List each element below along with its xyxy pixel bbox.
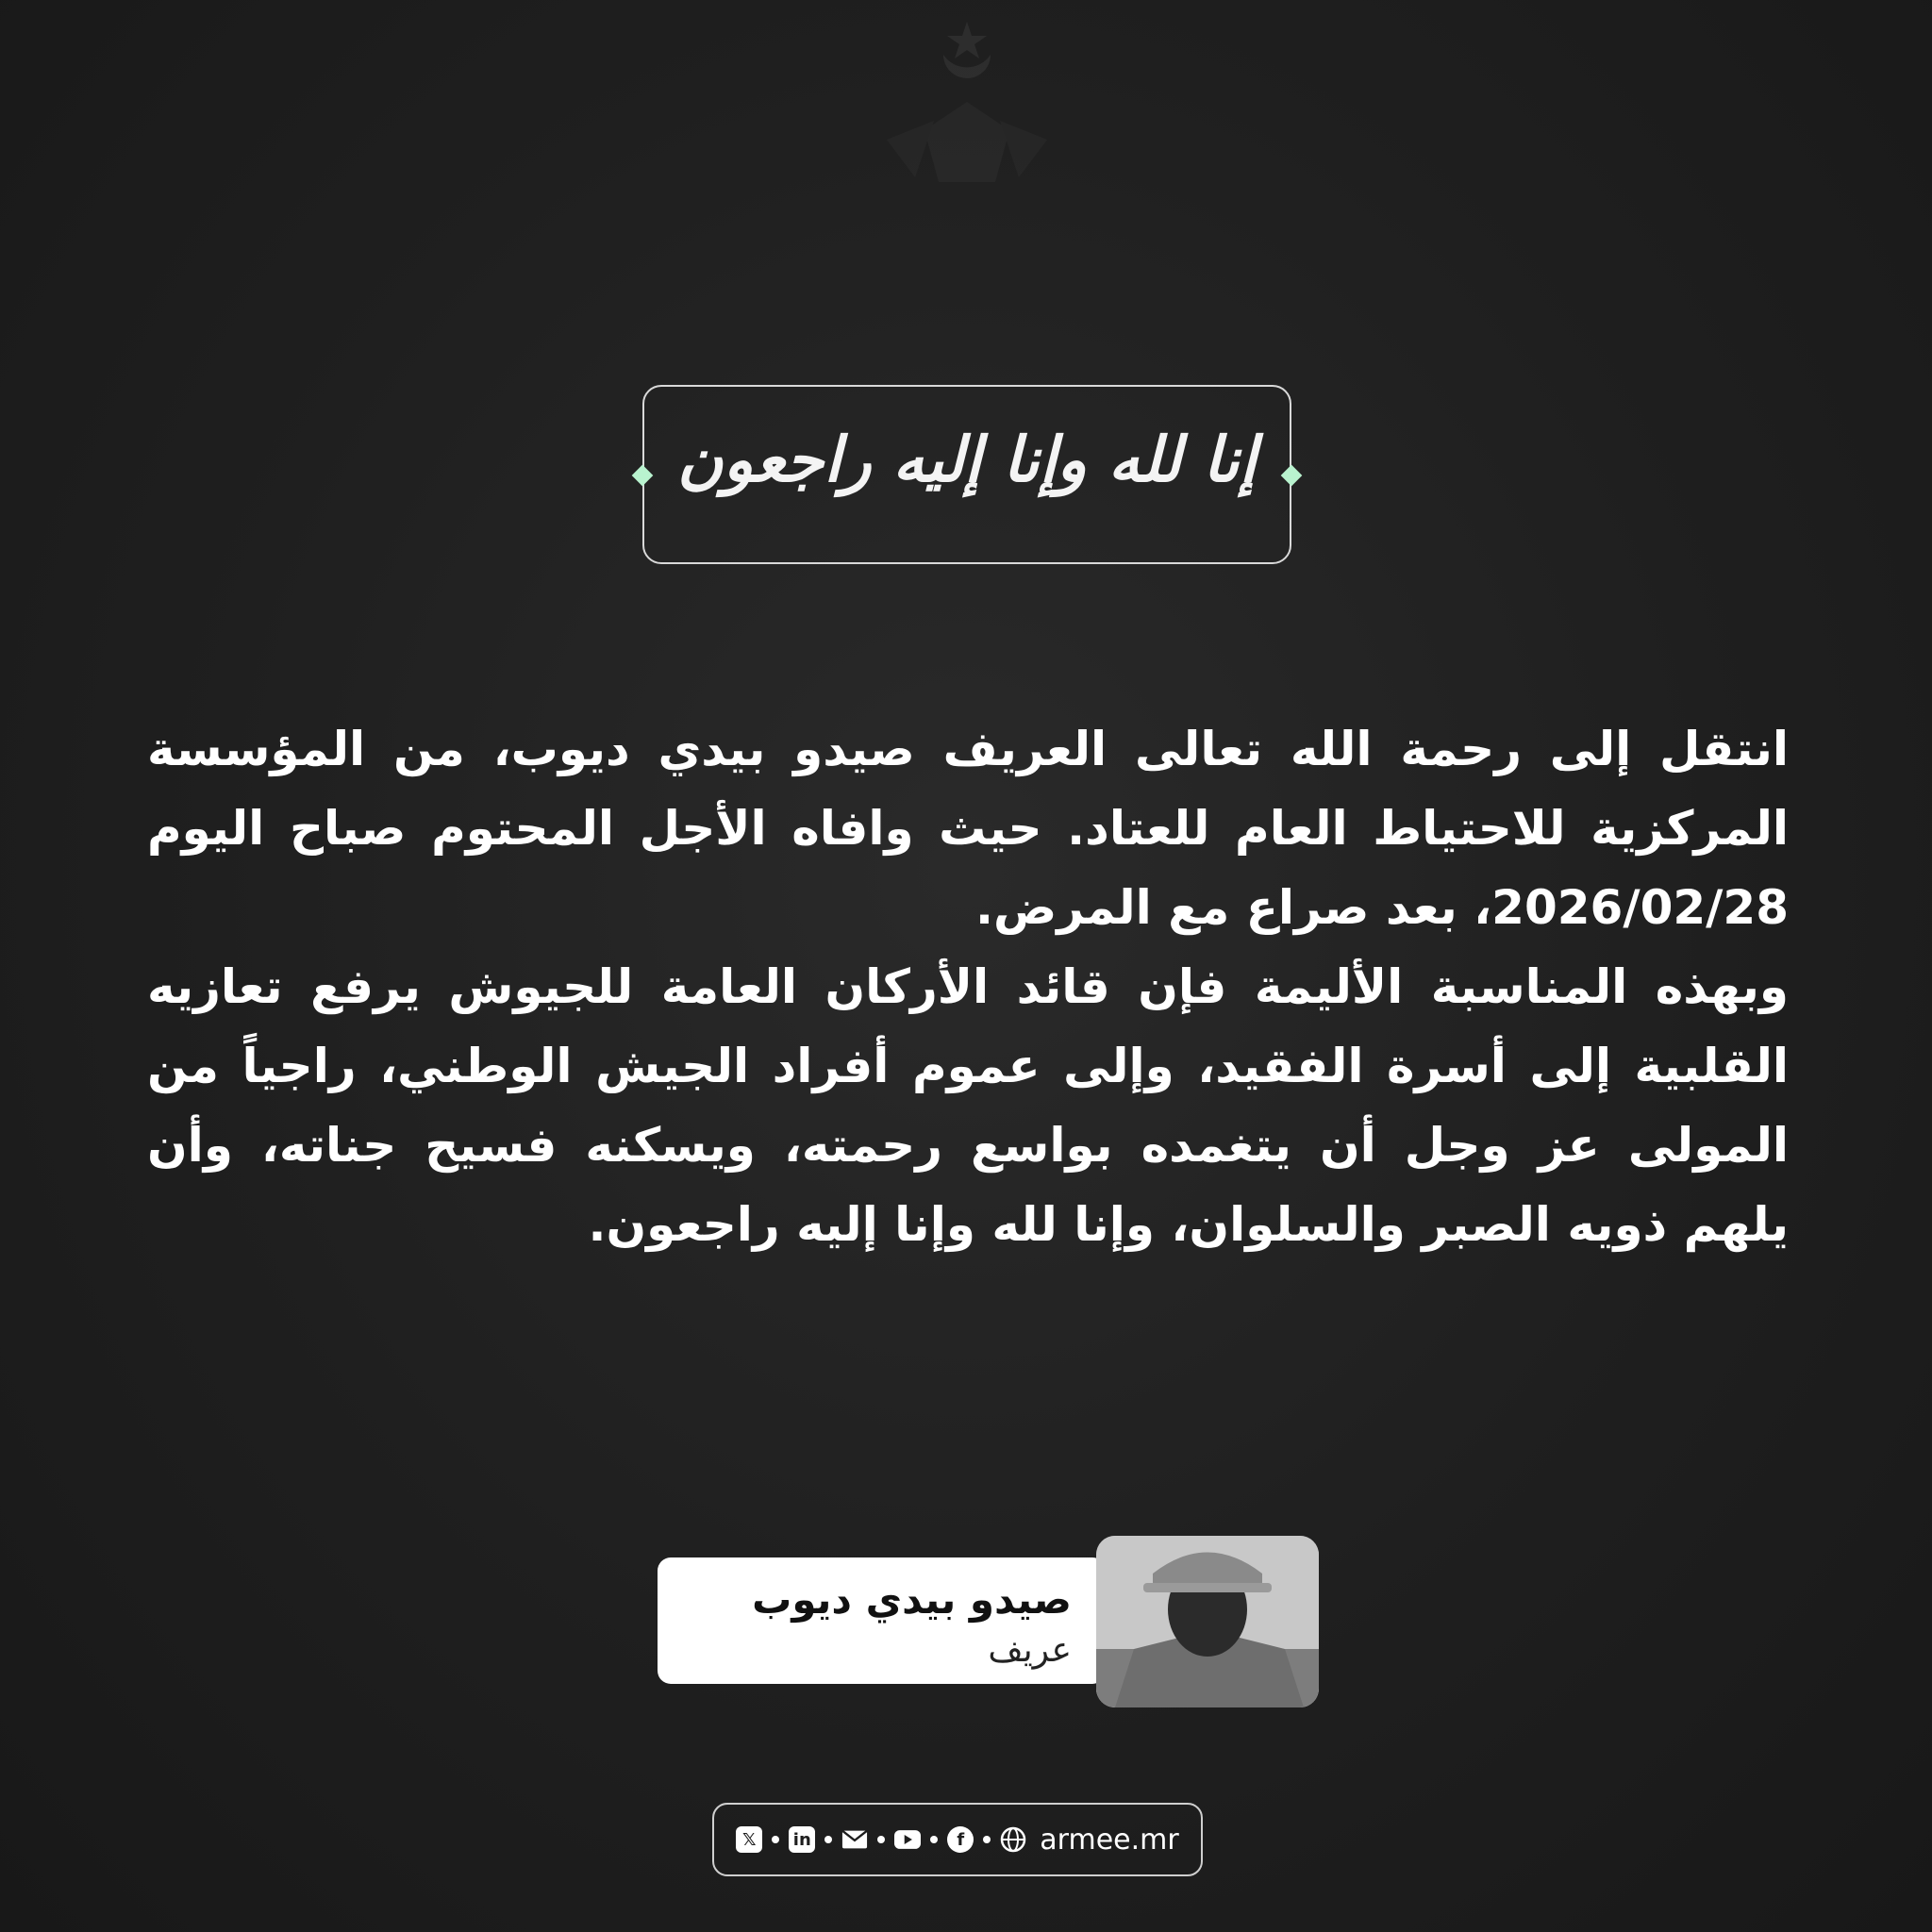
announcement-text [147,709,1789,1264]
youtube-icon[interactable] [894,1826,921,1853]
facebook-icon[interactable]: f [947,1826,974,1853]
deceased-name: صيدو بيدي ديوب [752,1576,1072,1623]
separator-dot [877,1836,885,1843]
deceased-name-card [658,1557,1106,1684]
separator-dot [930,1836,938,1843]
deceased-rank: عريف [988,1631,1072,1670]
linkedin-icon[interactable]: in [789,1826,815,1853]
globe-icon [1000,1826,1026,1853]
verse-frame [642,385,1291,564]
announcement-paragraph: وبهذه المناسبة الأليمة فإن قائد الأركان العامة للجيوش يرفع تعازيه القلبية إلى أسرة الفقيد، وإلى عموم أفراد الجيش الوطني، راجياً من المولى عز وجل أن يتغمده بواسع رحمته، ويسكنه فسيح جناته، وأن يلهم ذويه الصبر والسلوان، وإنا لله وإنا إليه راجعون. [147,959,1789,1252]
website-link[interactable]: armee.mr [1040,1823,1179,1857]
deceased-photo [1096,1536,1319,1707]
verse-calligraphy: إنا لله وإنا إليه راجعون [677,423,1257,496]
separator-dot [772,1836,779,1843]
separator-dot [824,1836,832,1843]
x-icon[interactable]: 𝕏 [736,1826,762,1853]
mail-icon[interactable] [841,1826,868,1853]
army-emblem-icon [877,17,1057,196]
social-links-bar [712,1803,1203,1876]
separator-dot [983,1836,991,1843]
announcement-paragraph: انتقل إلى رحمة الله تعالى العريف صيدو بيدي ديوب، من المؤسسة المركزية للاحتياط العام للعتاد. حيث وافاه الأجل المحتوم صباح اليوم 2026/02/28، بعد صراع مع المرض. [147,722,1789,935]
